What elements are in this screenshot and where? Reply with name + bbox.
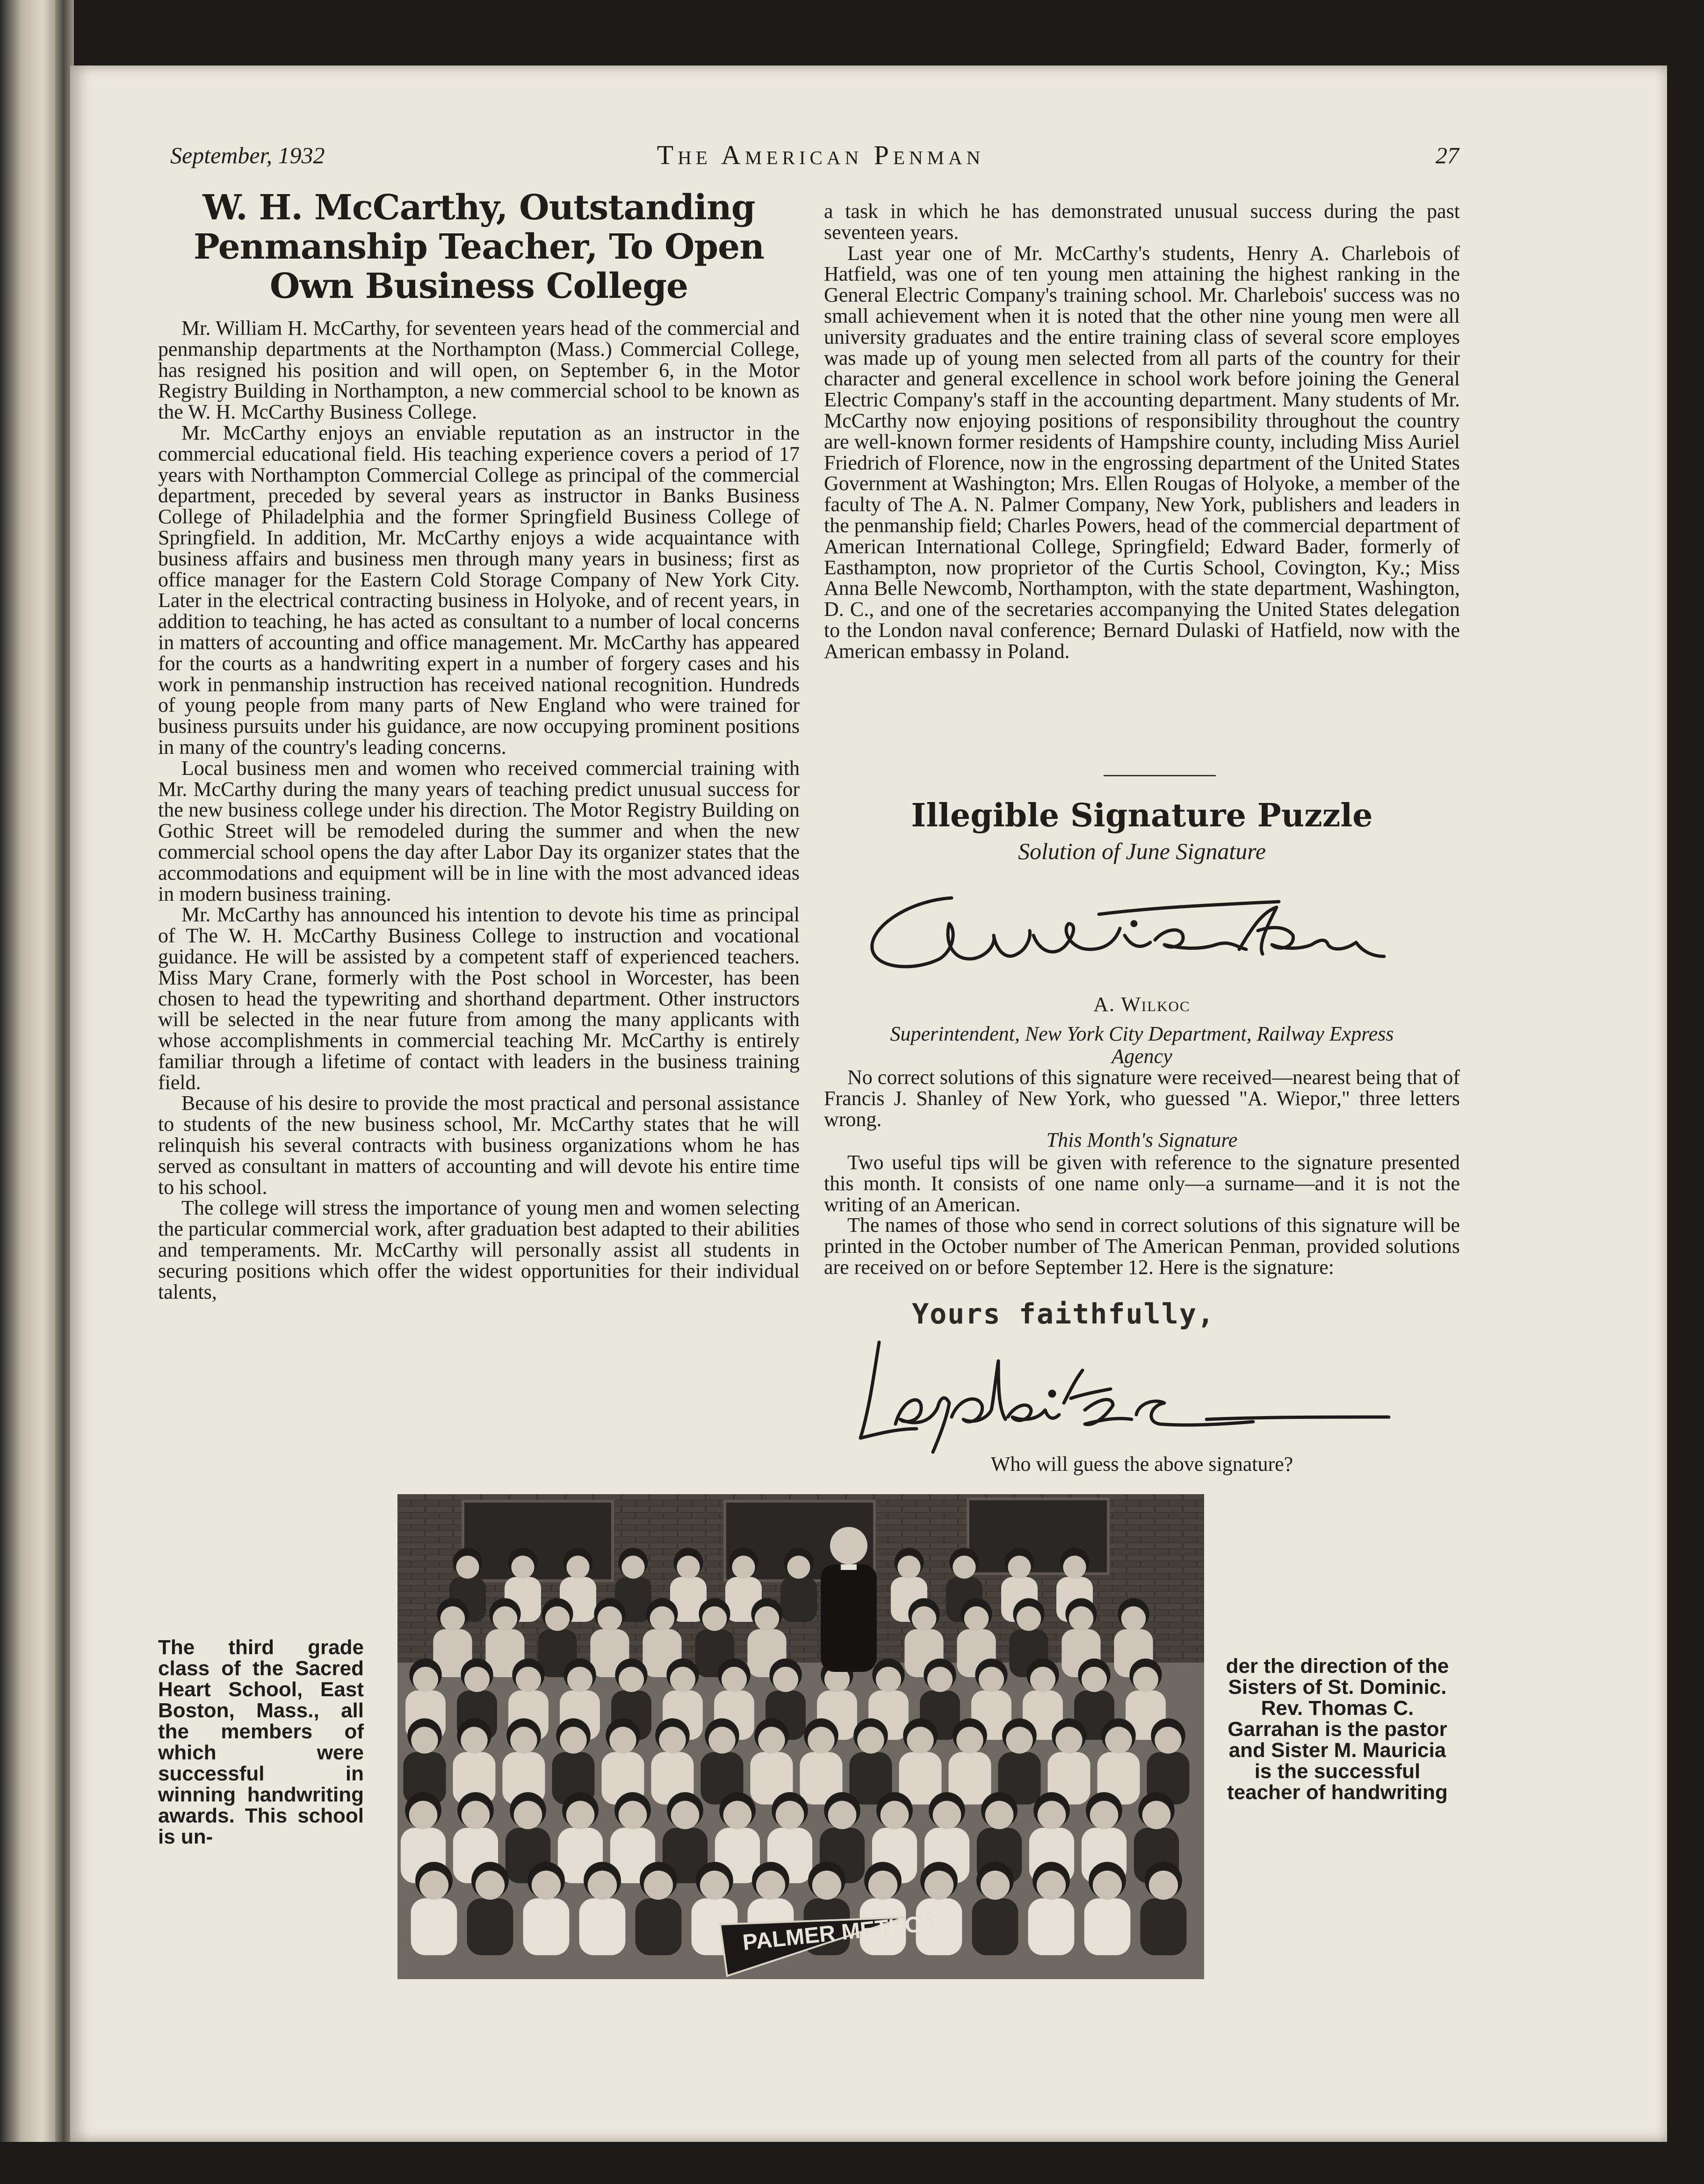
puzzle-solution-text [824,1067,1460,1130]
yours-faithfully-typed: Yours faithfully, [912,1298,1215,1331]
child-face [1105,1727,1132,1753]
article-paragraph: The college will stress the importance of young men and women selecting the particular commercial work, after graduation best adapted to their abilities and temperaments. Mr. McCarthy will personally assist all students in securing positions which offer the widest opportunities for their individual talents, [158,1196,800,1303]
child-face [456,1555,479,1578]
this-month-heading: This Month's Signature [1046,1128,1238,1151]
child-face [644,1871,673,1900]
child-face [828,1801,857,1830]
child-face [567,1667,592,1692]
child-face [598,1606,622,1631]
child-figure [780,1577,817,1622]
child-face [700,1871,729,1900]
article-headline: W. H. McCarthy, Outstanding Penmanship Teacher, To Open Own Business College [193,188,765,306]
child-face [758,1727,785,1753]
child-face [1017,1606,1041,1631]
signer-name: A. Wilkoc [1093,993,1191,1016]
child-face [1006,1727,1033,1753]
class-photo [397,1494,1204,1979]
child-face [619,1801,647,1830]
photo-caption-right: der the direction of the Sisters of St. Dominic. Rev. Thomas C. Garrahan is the pastor and Sister M. Mauricia is the successful teacher of handwriting [1226,1655,1449,1804]
child-face [881,1801,909,1830]
child-face [732,1555,755,1578]
child-figure [1028,1898,1075,1955]
child-face [493,1606,517,1631]
this-month-text [824,1152,1460,1278]
signer-title-continued: Agency [1112,1045,1172,1068]
child-face [1133,1667,1158,1692]
child-face [461,1727,487,1753]
child-face [464,1667,490,1692]
child-face [1121,1606,1146,1631]
child-face [1142,1801,1171,1830]
child-face [440,1606,465,1631]
child-face [1008,1555,1031,1578]
child-face [413,1667,438,1692]
article-right-column [824,201,1460,662]
child-face [566,1555,589,1578]
child-face [1149,1871,1178,1900]
signer-title: Superintendent, New York City Department, Railway Express [890,1022,1394,1045]
puzzle-paragraph: Two useful tips will be given with reference to the signature presented this month. It consists of one name only—a surname—and it is not the writing of an American. [824,1151,1460,1216]
child-face [933,1801,961,1830]
child-face [1030,1667,1055,1692]
child-face [609,1727,636,1753]
child-face [812,1871,841,1900]
child-face [912,1606,936,1631]
child-face [650,1606,674,1631]
child-face [953,1555,975,1578]
child-face [588,1871,617,1900]
child-face [510,1727,537,1753]
child-figure [1141,1898,1187,1955]
child-figure [1084,1898,1131,1955]
child-face [514,1801,542,1830]
child-face [722,1667,747,1692]
child-face [1082,1667,1107,1692]
child-face [545,1606,570,1631]
child-face [776,1801,804,1830]
child-face [659,1727,686,1753]
article-left-column [158,318,800,1302]
child-face [619,1667,644,1692]
pennant-text: PALMER METHOD [741,1910,940,1955]
child-figure [467,1898,513,1955]
child-figure [635,1898,682,1955]
child-face [671,1801,700,1830]
article-paragraph: Local business men and women who received commercial training with Mr. McCarthy during the many years of teaching predict unusual success for the new business college under his direction. The Motor Registry Building on Gothic Street will be remodeled during the summer and when the new commercial school opens the day after Labor Day its organizer states that the accommodations and equipment will be in line with the most advanced ideas in modern business training. [158,756,800,905]
photo-caption-left: The third grade class of the Sacred Heart School, East Boston, Mass., all the members of which were successful in winning handwriting awards. This school is un- [158,1636,364,1848]
puzzle-paragraph: No correct solutions of this signature were received—nearest being that of Francis J. Shanley of New York, who guessed "A. Wiepor," three letters wrong. [824,1066,1460,1131]
child-face [981,1871,1010,1900]
child-face [808,1727,834,1753]
child-face [956,1727,983,1753]
child-face [1090,1801,1119,1830]
june-signature-image [856,879,1417,1001]
child-face [787,1555,810,1578]
child-figure [579,1898,626,1955]
child-face [411,1727,438,1753]
child-face [979,1667,1004,1692]
child-face [723,1801,752,1830]
child-face [702,1606,727,1631]
puzzle-title: Illegible Signature Puzzle [911,797,1373,834]
article-paragraph: Last year one of Mr. McCarthy's students, Henry A. Charlebois of Hatfield, was one of ten young men attaining the highest ranking in the General Electric Company's training school. Mr. Charlebois' success was no small achievement when it is noted that the other nine young men were all university graduates and the entire training class of several score employes was made up of young men selected from all parts of the country for their character and general excellence in school work before joining the General Electric Company's staff in the accounting department. Many students of Mr. McCarthy now enjoying positions of responsibility throughout the country are well-known former residents of Hampshire county, including Miss Auriel Friedrich of Florence, now in the engrossing department of the United States Government at Washington; Mrs. Ellen Rougas of Holyoke, a member of the faculty of The A. N. Palmer Company, New York, publishers and leaders in the penmanship field; Charles Powers, head of the commercial department of American International College, Springfield; Edward Bader, formerly of Easthampton, now proprietor of the Curtis School, Covington, Ky.; Miss Anna Belle Newcomb, Northampton, with the state department, Washington, D. C., and one of the secretaries accompanying the United States delegation to the London naval conference; Bernard Dulaski of Hatfield, now with the American embassy in Poland. [824,241,1460,663]
child-face [566,1801,595,1830]
child-face [621,1555,644,1578]
child-face [677,1555,700,1578]
child-face [516,1667,541,1692]
puzzle-signature-image [851,1328,1412,1454]
child-figure [972,1898,1018,1955]
child-face [409,1801,438,1830]
article-paragraph: Mr. McCarthy enjoys an enviable reputation as an instructor in the commercial educational field. His teaching experience covers a period of 17 years with Northampton Commercial College as principal of the commercial department, preceded by several years as instructor in Banks Business College of Philadelphia and the former Springfield Business College of Springfield. In addition, Mr. McCarthy enjoys a wide acquaintance with business affairs and business men through many years in business; first as office manager for the Eastern Cold Storage Company of New York City. Later in the electrical contracting business in Holyoke, and of recent years, in addition to teaching, he has acted as consultant to a number of local concerns in matters of accounting and office management. Mr. McCarthy has appeared for the courts as a handwriting expert in a number of forgery cases and his work in penmanship instruction has received national recognition. Hundreds of young people from many parts of New England who were trained for business pursuits under his guidance, are now occupying prominent positions in many of the country's leading concerns. [158,421,800,759]
puzzle-paragraph: The names of those who send in correct solutions of this signature will be printed in the October number of The American Penman, provided solutions are received on or before September 12. Here is the signature: [824,1214,1460,1279]
child-face [708,1727,735,1753]
child-face [462,1801,490,1830]
child-figure [523,1898,570,1955]
header-date: September, 1932 [170,142,325,168]
article-paragraph: Mr. McCarthy has announced his intention to devote his time as principal of The W. H. McCarthy Business College to instruction and vocational guidance. He will be assisted by a competent staff of experienced teachers. Miss Mary Crane, formerly with the Post school in Worcester, has been chosen to head the typewriting and shorthand department. Other instructors will be selected in the near future from among the many applicants with whose accomplishments in commercial teaching Mr. McCarthy is entirely familiar through a lifetime of contact with leaders in the business training field. [158,903,800,1094]
article-paragraph: Mr. William H. McCarthy, for seventeen years head of the commercial and penmanship departments at the Northampton (Mass.) Commercial College, has resigned his position and will open, on September 6, in the Motor Registry Building in Northampton, a new commercial school to be known as the W. H. McCarthy Business College. [158,317,800,424]
child-face [1037,1871,1066,1900]
puzzle-subtitle: Solution of June Signature [1018,838,1266,864]
child-face [511,1555,534,1578]
child-face [419,1871,448,1900]
child-face [1069,1606,1093,1631]
child-face [1155,1727,1181,1753]
child-face [924,1871,953,1900]
child-face [964,1606,989,1631]
child-face [876,1667,901,1692]
child-face [1038,1801,1066,1830]
scan-border-bottom [0,2142,1704,2184]
child-face [857,1727,884,1753]
child-face [532,1871,561,1900]
child-face [897,1555,920,1578]
child-face [907,1727,933,1753]
child-face [1055,1727,1082,1753]
article-paragraph: a task in which he has demonstrated unusual success during the past seventeen years. [824,200,1460,244]
article-paragraph: Because of his desire to provide the most practical and personal assistance to students of the new business school, Mr. McCarthy states that he will relinquish his several contracts with business organizations whom he has served as consultant in matters of accounting and will devote his entire time to his school. [158,1092,800,1199]
child-face [868,1871,897,1900]
scan-border-right [1667,65,1704,2142]
child-face [670,1667,695,1692]
child-face [560,1727,586,1753]
child-face [773,1667,798,1692]
child-face [755,1606,779,1631]
signature-question: Who will guess the above signature? [990,1453,1293,1475]
child-face [985,1801,1014,1830]
child-face [927,1667,953,1692]
child-face [1093,1871,1122,1900]
section-divider [1104,775,1216,776]
header-journal-title: The American Penman [657,140,985,170]
facing-page-edge [0,0,61,2184]
child-face [756,1871,785,1900]
page-number: 27 [1436,142,1459,168]
child-face [1063,1555,1086,1578]
child-figure [411,1898,457,1955]
child-face [476,1871,505,1900]
